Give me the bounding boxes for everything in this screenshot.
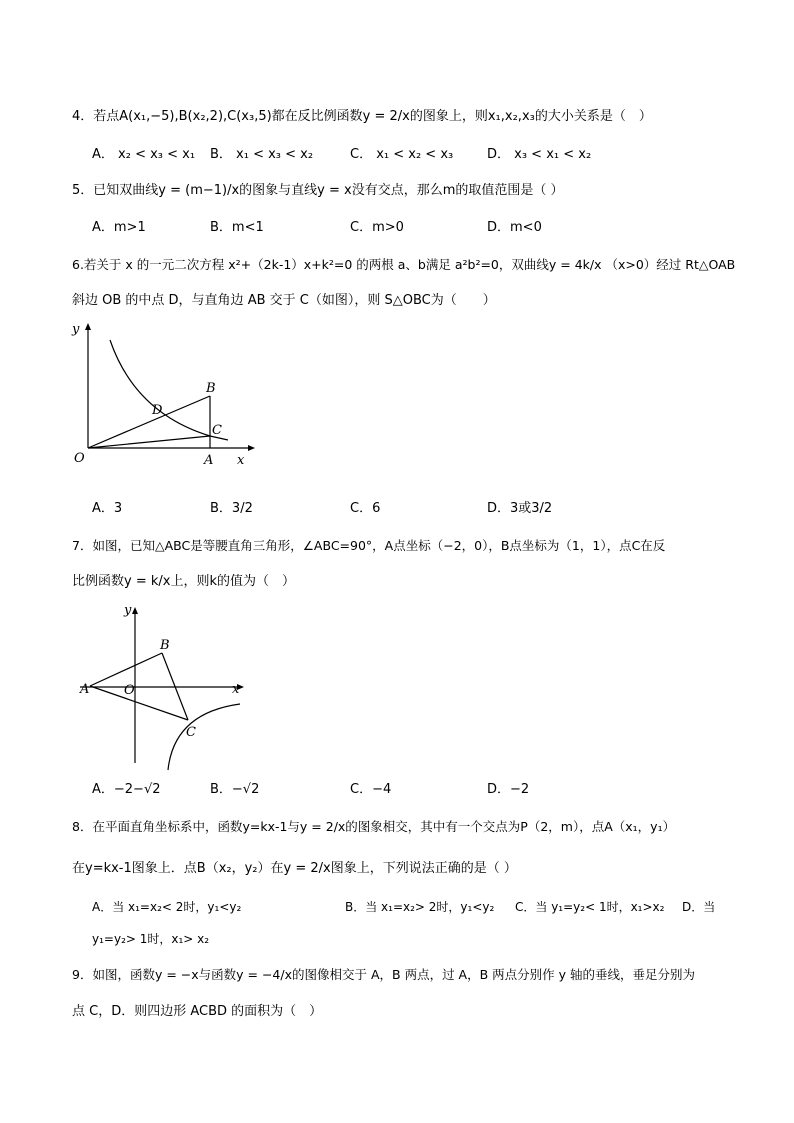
q7-option-a: A．−2−√2: [92, 782, 161, 797]
q4-option-d: D． x₃ < x₁ < x₂: [487, 147, 592, 162]
q6-stem-line1: 6.若关于 x 的一元二次方程 x²+（2k-1）x+k²=0 的两根 a、b满足 a²b²=0，双曲线y = 4k/x （x>0）经过 Rt△OAB: [72, 257, 736, 272]
q6-option-b: B．3/2: [210, 501, 253, 516]
q7-stem-line1: 7．如图，已知△ABC是等腰直角三角形，∠ABC=90°，A点坐标（−2，0），B点坐标为（1，1），点C在反: [72, 538, 666, 553]
q7-option-d: D．−2: [487, 782, 530, 797]
q8-option-c: C．当 y₁=y₂< 1时，x₁>x₂: [515, 900, 665, 914]
q6-stem-line2: 斜边 OB 的中点 D，与直角边 AB 交于 C（如图），则 S△OBC为（ ）: [72, 293, 496, 308]
q5-option-a: A．m>1: [92, 220, 146, 235]
q6-label-c: C: [212, 423, 222, 438]
q9-stem-line2: 点 C，D．则四边形 ACBD 的面积为（ ）: [72, 1004, 323, 1019]
q7-label-c: C: [186, 725, 196, 740]
q8-option-d-continued: y₁=y₂> 1时，x₁> x₂: [92, 932, 210, 946]
q7-label-o: O: [124, 683, 135, 698]
q6-option-d: D．3或3/2: [487, 501, 553, 516]
q7-figure: [72, 598, 252, 773]
q6-figure: [60, 318, 260, 473]
q6-label-x: x: [237, 453, 245, 468]
q7-label-y: y: [124, 603, 132, 618]
q7-label-b: B: [160, 638, 170, 653]
q8-stem-line1: 8．在平面直角坐标系中，函数y=kx-1与y = 2/x的图象相交，其中有一个交点为P（2，m），点A（x₁，y₁）: [72, 819, 676, 834]
q6-label-o: O: [74, 451, 85, 466]
q4-stem: 4．若点A(x₁,−5),B(x₂,2),C(x₃,5)都在反比例函数y = 2/x的图象上，则x₁,x₂,x₃的大小关系是（ ）: [72, 109, 652, 124]
q5-stem: 5．已知双曲线y = (m−1)/x的图象与直线y = x没有交点，那么m的取值范围是（ ）: [72, 183, 564, 198]
q4-option-b: B． x₁ < x₃ < x₂: [210, 147, 314, 162]
q5-option-b: B．m<1: [210, 220, 264, 235]
q9-stem-line1: 9．如图，函数y = −x与函数y = −4/x的图像相交于 A，B 两点，过 A，B 两点分别作 y 轴的垂线，垂足分别为: [72, 967, 695, 982]
q6-label-a: A: [204, 453, 214, 468]
q6-label-b: B: [206, 381, 216, 396]
q6-label-y: y: [72, 322, 80, 337]
q6-option-a: A．3: [92, 501, 123, 516]
q8-option-b: B．当 x₁=x₂> 2时，y₁<y₂: [345, 900, 495, 914]
q5-option-d: D．m<0: [487, 220, 542, 235]
q7-label-x: x: [232, 682, 240, 697]
q8-option-a: A．当 x₁=x₂< 2时，y₁<y₂: [92, 900, 242, 914]
q7-option-b: B．−√2: [210, 782, 260, 797]
q7-stem-line2: 比例函数y = k/x上，则k的值为（ ）: [72, 574, 295, 589]
q7-option-c: C．−4: [350, 782, 392, 797]
q6-option-c: C．6: [350, 501, 381, 516]
q6-label-d: D: [152, 403, 163, 418]
q5-option-c: C．m>0: [350, 220, 404, 235]
q8-option-d: D．当: [682, 900, 716, 914]
q7-label-a: A: [80, 682, 90, 697]
q4-option-a: A． x₂ < x₃ < x₁: [92, 147, 196, 162]
q4-option-c: C． x₁ < x₂ < x₃: [350, 147, 454, 162]
q8-stem-line2: 在y=kx-1图象上．点B（x₂，y₂）在y = 2/x图象上，下列说法正确的是（ ）: [72, 861, 517, 876]
